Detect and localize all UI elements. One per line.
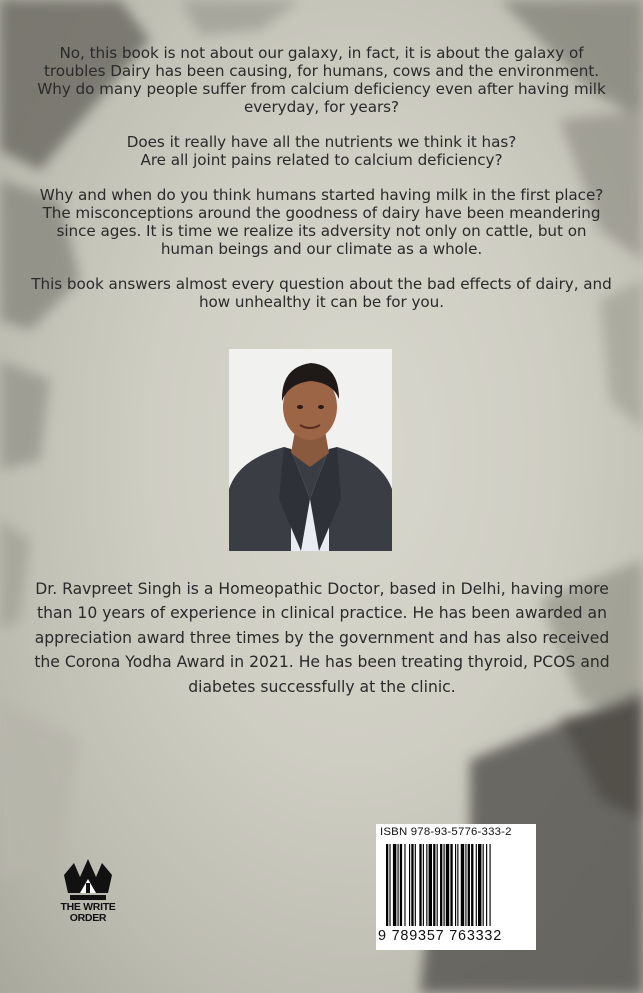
- blurb-paragraph-2: [28, 133, 615, 169]
- author-bio: Dr. Ravpreet Singh is a Homeopathic Doctor, based in Delhi, having more than 10 years of experience in clinical practice. He has been awarded an appreciation award three times by the government and has also received the Corona Yodha Award in 2021. He has been treating thyroid, PCOS and diabetes successfully at the clinic.: [34, 580, 610, 696]
- blurb-paragraph-4: This book answers almost every question about the bad effects of dairy, and how unhealthy it can be for you.: [31, 275, 612, 311]
- author-photo: [229, 349, 392, 551]
- blurb-question-2: Are all joint pains related to calcium deficiency?: [140, 151, 503, 169]
- isbn-barcode: [376, 824, 536, 950]
- publisher-name: [52, 902, 124, 924]
- blurb-paragraph-1: No, this book is not about our galaxy, in fact, it is about the galaxy of troubles Dairy has been causing, for humans, cows and the environment. Why do many people suffer from calcium deficiency even after having milk everyday, for years?: [37, 44, 606, 116]
- publisher-name-line-1: THE WRITE: [60, 901, 116, 913]
- book-blurb: [28, 44, 615, 328]
- blurb-question-1: Does it really have all the nutrients we think it has?: [126, 133, 517, 151]
- barcode-bars: [386, 844, 526, 926]
- publisher-name-line-2: ORDER: [69, 912, 107, 924]
- isbn-digits: 9 789357 763332: [378, 928, 503, 944]
- isbn-label: ISBN 978-93-5776-333-2: [380, 826, 512, 838]
- blurb-paragraph-3: Why and when do you think humans started having milk in the first place? The misconceptions around the goodness of dairy have been meandering since ages. It is time we realize its adversity not only on cattle, but on human beings and our climate as a whole.: [39, 186, 604, 258]
